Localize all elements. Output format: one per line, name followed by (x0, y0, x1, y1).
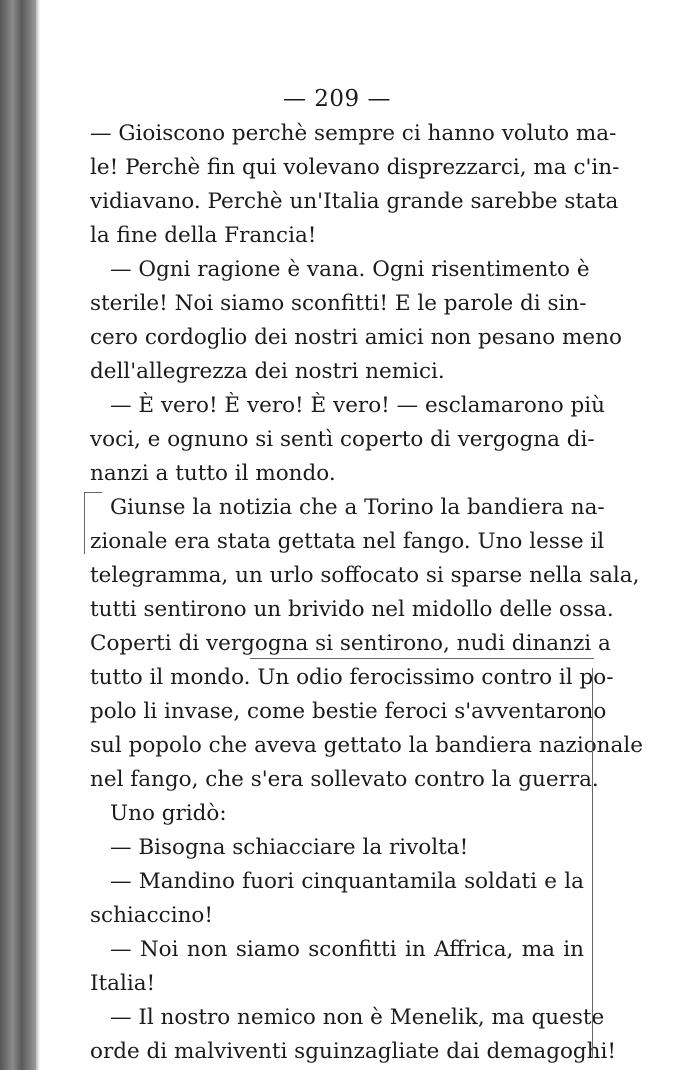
text-line: orde di malviventi sguinzagliate dai demagoghi! (90, 1039, 617, 1064)
text-line: sterile! Noi siamo sconfitti! E le parole di sin- (90, 291, 587, 316)
text-line: polo li invase, come bestie feroci s'avventarono (90, 699, 607, 724)
text-line: Coperti di vergogna si sentirono, nudi dinanzi a (90, 631, 611, 656)
text-line: zionale era stata gettata nel fango. Uno lesse il (90, 529, 605, 554)
pencil-mark (84, 492, 102, 493)
text-line: Uno gridò: (110, 801, 227, 826)
page-gutter (36, 0, 40, 1070)
pencil-mark (250, 658, 594, 659)
text-line: — Il nostro nemico non è Menelik, ma queste (110, 1005, 605, 1030)
text-line: Italia! (90, 971, 156, 996)
text-line: Giunse la notizia che a Torino la bandiera na- (110, 495, 605, 520)
text-line: nel fango, che s'era sollevato contro la guerra. (90, 767, 599, 792)
text-line: dell'allegrezza dei nostri nemici. (90, 359, 445, 384)
text-line: la fine della Francia! (90, 223, 317, 248)
text-line: vidiavano. Perchè un'Italia grande sarebbe stata (90, 189, 619, 214)
text-line: cero cordoglio dei nostri amici non pesano meno (90, 325, 622, 350)
text-line: — Ogni ragione è vana. Ogni risentimento è (110, 257, 590, 282)
page-number: — 209 — (282, 86, 392, 112)
text-line: telegramma, un urlo soffocato si sparse nella sala, (90, 563, 640, 588)
text-line: — Bisogna schiacciare la rivolta! (110, 835, 469, 860)
text-line: schiaccino! (90, 903, 214, 928)
text-line: — Gioiscono perchè sempre ci hanno voluto ma- (90, 121, 617, 146)
text-line: sul popolo che aveva gettato la bandiera nazionale (90, 733, 643, 758)
text-line: voci, e ognuno si sentì coperto di vergogna di- (90, 427, 595, 452)
text-line: nanzi a tutto il mondo. (90, 461, 336, 486)
text-line: — Noi non siamo sconfitti in Affrica, ma in (110, 937, 584, 962)
text-line: le! Perchè fin qui volevano disprezzarci, ma c'in- (90, 155, 620, 180)
text-line: — È vero! È vero! È vero! — esclamarono più (110, 393, 605, 418)
text-line: — Mandino fuori cinquantamila soldati e la (110, 869, 584, 894)
pencil-mark (592, 668, 593, 1058)
book-binding-shadow (0, 0, 36, 1070)
pencil-mark (84, 492, 85, 554)
text-line: tutto il mondo. Un odio ferocissimo contro il po- (90, 665, 614, 690)
text-line: tutti sentirono un brivido nel midollo delle ossa. (90, 597, 614, 622)
